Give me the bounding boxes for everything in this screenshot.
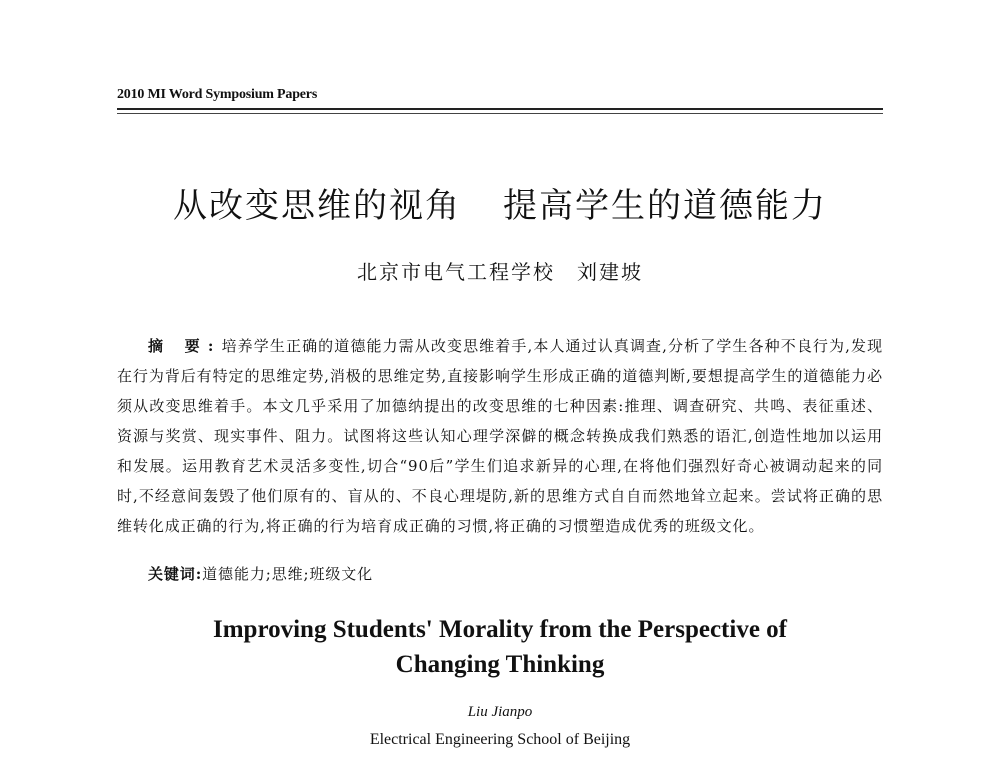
chinese-title-part1: 从改变思维的视角 bbox=[173, 186, 461, 226]
keywords-line bbox=[148, 563, 373, 584]
chinese-author-line bbox=[0, 256, 1000, 285]
abstract-text: 培养学生正确的道德能力需从改变思维着手,本人通过认真调查,分析了学生各种不良行为,发现在行为背后有特定的思维定势,消极的思维定势,直接影响学生形成正确的道德判断,要想提高学生的道德能力必须从改变思维着手。本文几乎采用了加德纳提出的改变思维的七种因素:推理、调查研究、共鸣、表征重述、资源与奖赏、现实事件、阻力。试图将这些认知心理学深僻的概念转换成我们熟悉的语汇,创造性地加以运用和发展。运用教育艺术灵活多变性,切合“90后”学生们追求新异的心理,在将他们强烈好奇心被调动起来的同时,不经意间轰毁了他们原有的、盲从的、不良心理堤防,新的思维方式自自而然地耸立起来。尝试将正确的思维转化成正确的行为,将正确的行为培育成正确的习惯,将正确的习惯塑造成优秀的班级文化。 bbox=[117, 337, 884, 535]
abstract-paragraph bbox=[117, 331, 883, 541]
english-title bbox=[0, 612, 1000, 682]
english-author-name: Liu Jianpo bbox=[467, 704, 533, 720]
author-name-cn: 刘建坡 bbox=[577, 260, 643, 284]
english-author-affiliation: Electrical Engineering School of Beijing bbox=[369, 731, 631, 748]
header-rule-thin bbox=[117, 113, 883, 114]
running-head: 2010 MI Word Symposium Papers bbox=[117, 87, 318, 102]
header-rule-thick bbox=[117, 108, 883, 110]
english-title-line2: Changing Thinking bbox=[395, 651, 605, 678]
keywords-text: 道德能力;思维;班级文化 bbox=[202, 565, 374, 583]
chinese-title-part2: 提高学生的道德能力 bbox=[503, 186, 827, 226]
keywords-label: 关键词: bbox=[148, 565, 203, 583]
author-school-cn: 北京市电气工程学校 bbox=[357, 260, 555, 284]
chinese-title bbox=[0, 178, 1000, 227]
english-title-line1: Improving Students' Morality from the Perspective of bbox=[213, 616, 787, 643]
abstract-label: 摘 要: bbox=[148, 337, 222, 355]
